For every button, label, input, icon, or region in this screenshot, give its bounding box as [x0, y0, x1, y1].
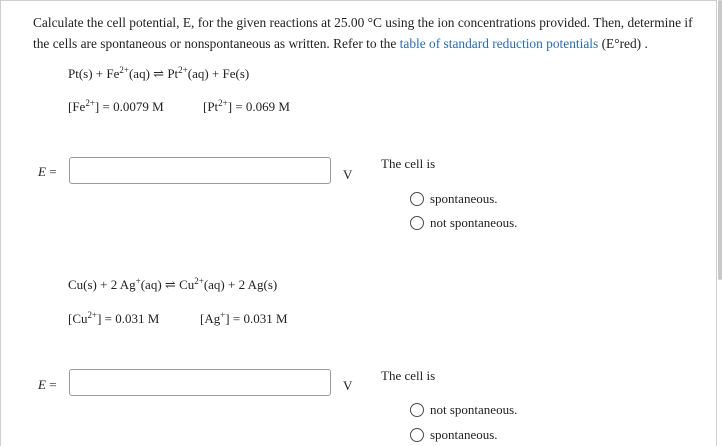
radio-label: not spontaneous.	[430, 215, 518, 230]
reaction-2-conc-1	[68, 310, 159, 327]
conc-label: [Pt	[203, 99, 219, 114]
radio-label: not spontaneous.	[430, 402, 518, 417]
reaction-2-left-charge: +	[135, 276, 141, 286]
unit-label-2: V	[343, 378, 353, 393]
cell-potential-input-1[interactable]	[69, 157, 331, 184]
instructions-text	[33, 12, 703, 54]
reduction-potentials-link[interactable]: table of standard reduction potentials	[399, 36, 599, 51]
radio-option-2-1[interactable]	[410, 402, 517, 418]
conc-charge: 2+	[85, 98, 95, 108]
conc-value: ] = 0.031 M	[225, 311, 288, 326]
conc-value: ] = 0.031 M	[97, 311, 160, 326]
reaction-1-left: Pt(s) + Fe	[68, 66, 120, 81]
reaction-1-conc-1	[68, 98, 164, 115]
conc-charge: 2+	[87, 310, 98, 320]
e-symbol: E	[38, 377, 46, 392]
equilibrium-arrow-icon: ⇌	[153, 66, 165, 81]
conc-value: ] = 0.069 M	[227, 99, 290, 114]
e-label-2	[38, 377, 57, 393]
e-symbol: E	[38, 164, 46, 179]
radio-circle-icon[interactable]	[410, 428, 424, 442]
reaction-1-left-tail: (aq)	[128, 66, 150, 81]
conc-charge: +	[220, 310, 226, 320]
unit-label-1: V	[343, 167, 353, 182]
reaction-2-right: Cu	[179, 277, 195, 292]
radio-circle-icon[interactable]	[410, 403, 424, 417]
reaction-1-equation	[68, 65, 249, 82]
reaction-2-left-tail: (aq)	[140, 277, 162, 292]
conc-value: ] = 0.0079 M	[94, 99, 164, 114]
reaction-1-conc-2	[203, 98, 290, 115]
cell-is-label-2: The cell is	[381, 368, 436, 383]
cell-potential-input-2[interactable]	[69, 369, 331, 396]
reaction-2-left: Cu(s) + 2 Ag	[68, 277, 136, 292]
instructions-suffix: (E°red) .	[601, 36, 648, 51]
conc-label: [Ag	[200, 311, 221, 326]
reaction-1-right-charge: 2+	[178, 65, 188, 75]
equals-sign: =	[45, 377, 57, 392]
instructions-body: Calculate the cell potential, E, for the given reactions at 25.00 °C using the ion concentrations provided. Then, determine if the cells are spontaneous or nonspontaneous as written. Refer to the	[33, 15, 693, 51]
equals-sign: =	[45, 164, 57, 179]
reaction-2-equation	[68, 276, 277, 293]
radio-label: spontaneous.	[430, 191, 498, 206]
reaction-2-right-tail: (aq) + 2 Ag(s)	[203, 277, 278, 292]
equilibrium-arrow-icon: ⇌	[164, 277, 176, 292]
radio-circle-icon[interactable]	[410, 216, 424, 230]
e-label-1	[38, 164, 57, 180]
conc-label: [Cu	[68, 311, 88, 326]
radio-option-1-1[interactable]	[410, 191, 498, 207]
conc-label: [Fe	[68, 99, 86, 114]
reaction-1-left-charge: 2+	[119, 65, 129, 75]
radio-option-2-2[interactable]	[410, 427, 498, 443]
reaction-2-conc-2	[200, 310, 288, 327]
radio-circle-icon[interactable]	[410, 192, 424, 206]
conc-charge: 2+	[218, 98, 228, 108]
radio-label: spontaneous.	[430, 427, 498, 442]
radio-option-1-2[interactable]	[410, 215, 517, 231]
reaction-2-right-charge: 2+	[194, 276, 204, 286]
cell-is-label-1: The cell is	[381, 156, 436, 171]
vertical-scrollbar[interactable]	[718, 0, 722, 280]
reaction-1-right: Pt	[167, 66, 179, 81]
reaction-1-right-tail: (aq) + Fe(s)	[187, 66, 250, 81]
